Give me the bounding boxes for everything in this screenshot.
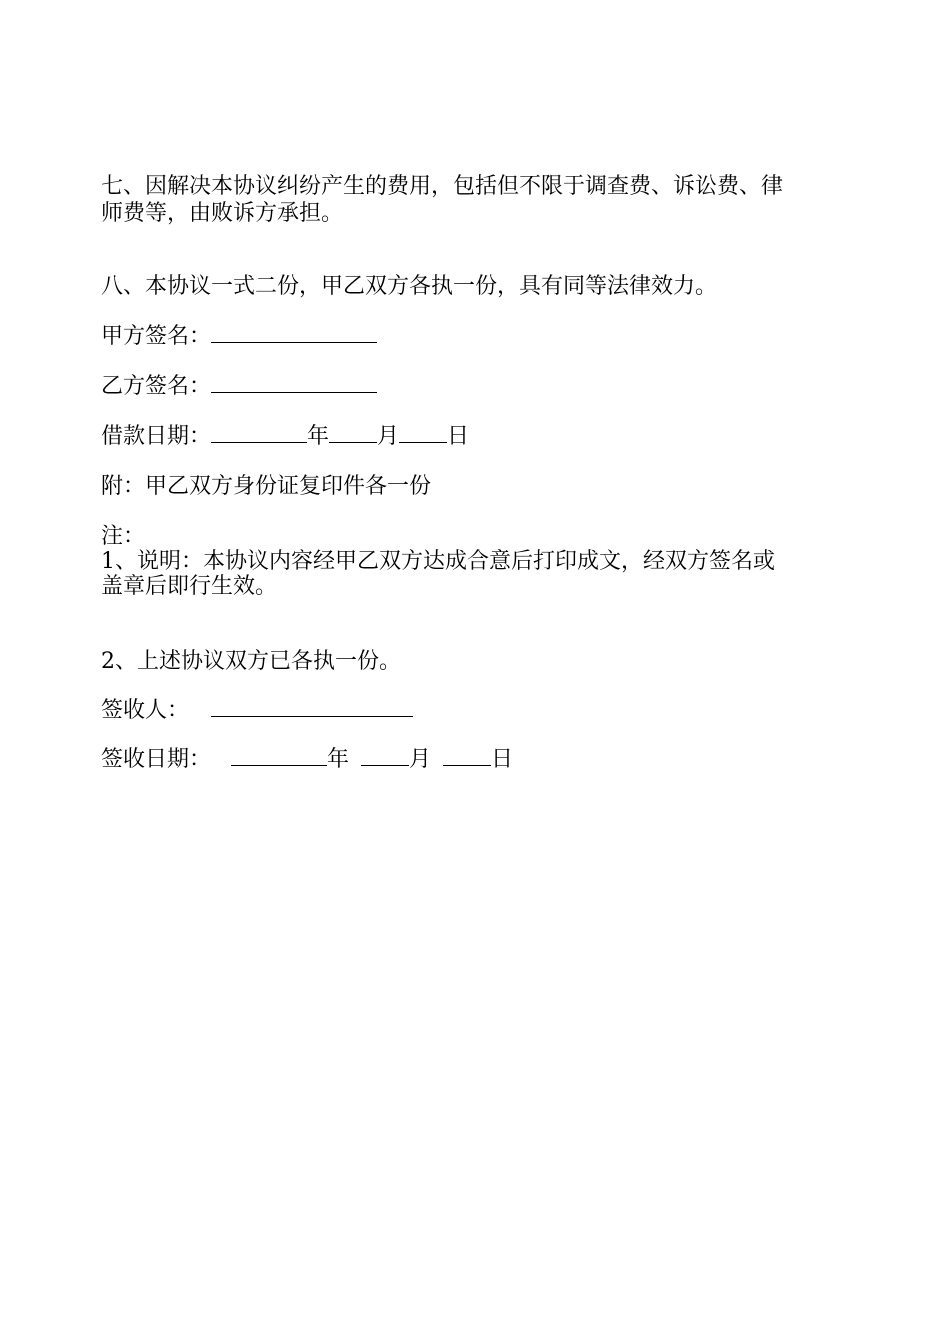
clause-seven-line2: 师费等，由败诉方承担。 [101,201,344,226]
notes-heading: 注： [101,524,146,549]
loan-month-label: 月 [377,424,400,449]
receipt-signer-row [101,698,413,724]
receipt-month-label: 月 [409,747,432,772]
loan-month-blank[interactable] [329,424,377,443]
receipt-signer-blank[interactable] [211,698,413,717]
receipt-date-row [101,747,513,773]
receipt-day-blank[interactable] [443,747,491,766]
party-b-signature-row [101,374,377,400]
party-a-signature-row [101,324,377,350]
clause-eight: 八、本协议一式二份，甲乙双方各执一份，具有同等法律效力。 [101,274,718,299]
receipt-signer-label: 签收人： [101,698,190,723]
loan-day-label: 日 [447,424,470,449]
receipt-year-label: 年 [327,747,350,772]
loan-day-blank[interactable] [399,424,447,443]
loan-year-label: 年 [307,424,330,449]
note-two: 2、上述协议双方已各执一份。 [101,649,401,674]
party-a-signature-label: 甲方签名： [101,324,212,349]
note-one-line2: 盖章后即行生效。 [101,574,278,599]
receipt-date-label: 签收日期： [101,747,212,772]
attachment-note: 附：甲乙双方身份证复印件各一份 [101,474,432,499]
party-b-signature-label: 乙方签名： [101,374,212,399]
loan-year-blank[interactable] [211,424,307,443]
party-a-signature-blank[interactable] [211,324,377,343]
clause-seven-line1: 七、因解决本协议纠纷产生的费用，包括但不限于调查费、诉讼费、律 [101,174,784,199]
receipt-month-blank[interactable] [361,747,409,766]
receipt-year-blank[interactable] [231,747,327,766]
note-one-line1: 1、说明：本协议内容经甲乙双方达成合意后打印成文，经双方签名或 [101,549,775,574]
party-b-signature-blank[interactable] [211,374,377,393]
loan-date-label: 借款日期： [101,424,212,449]
receipt-day-label: 日 [491,747,514,772]
loan-date-row [101,424,469,450]
